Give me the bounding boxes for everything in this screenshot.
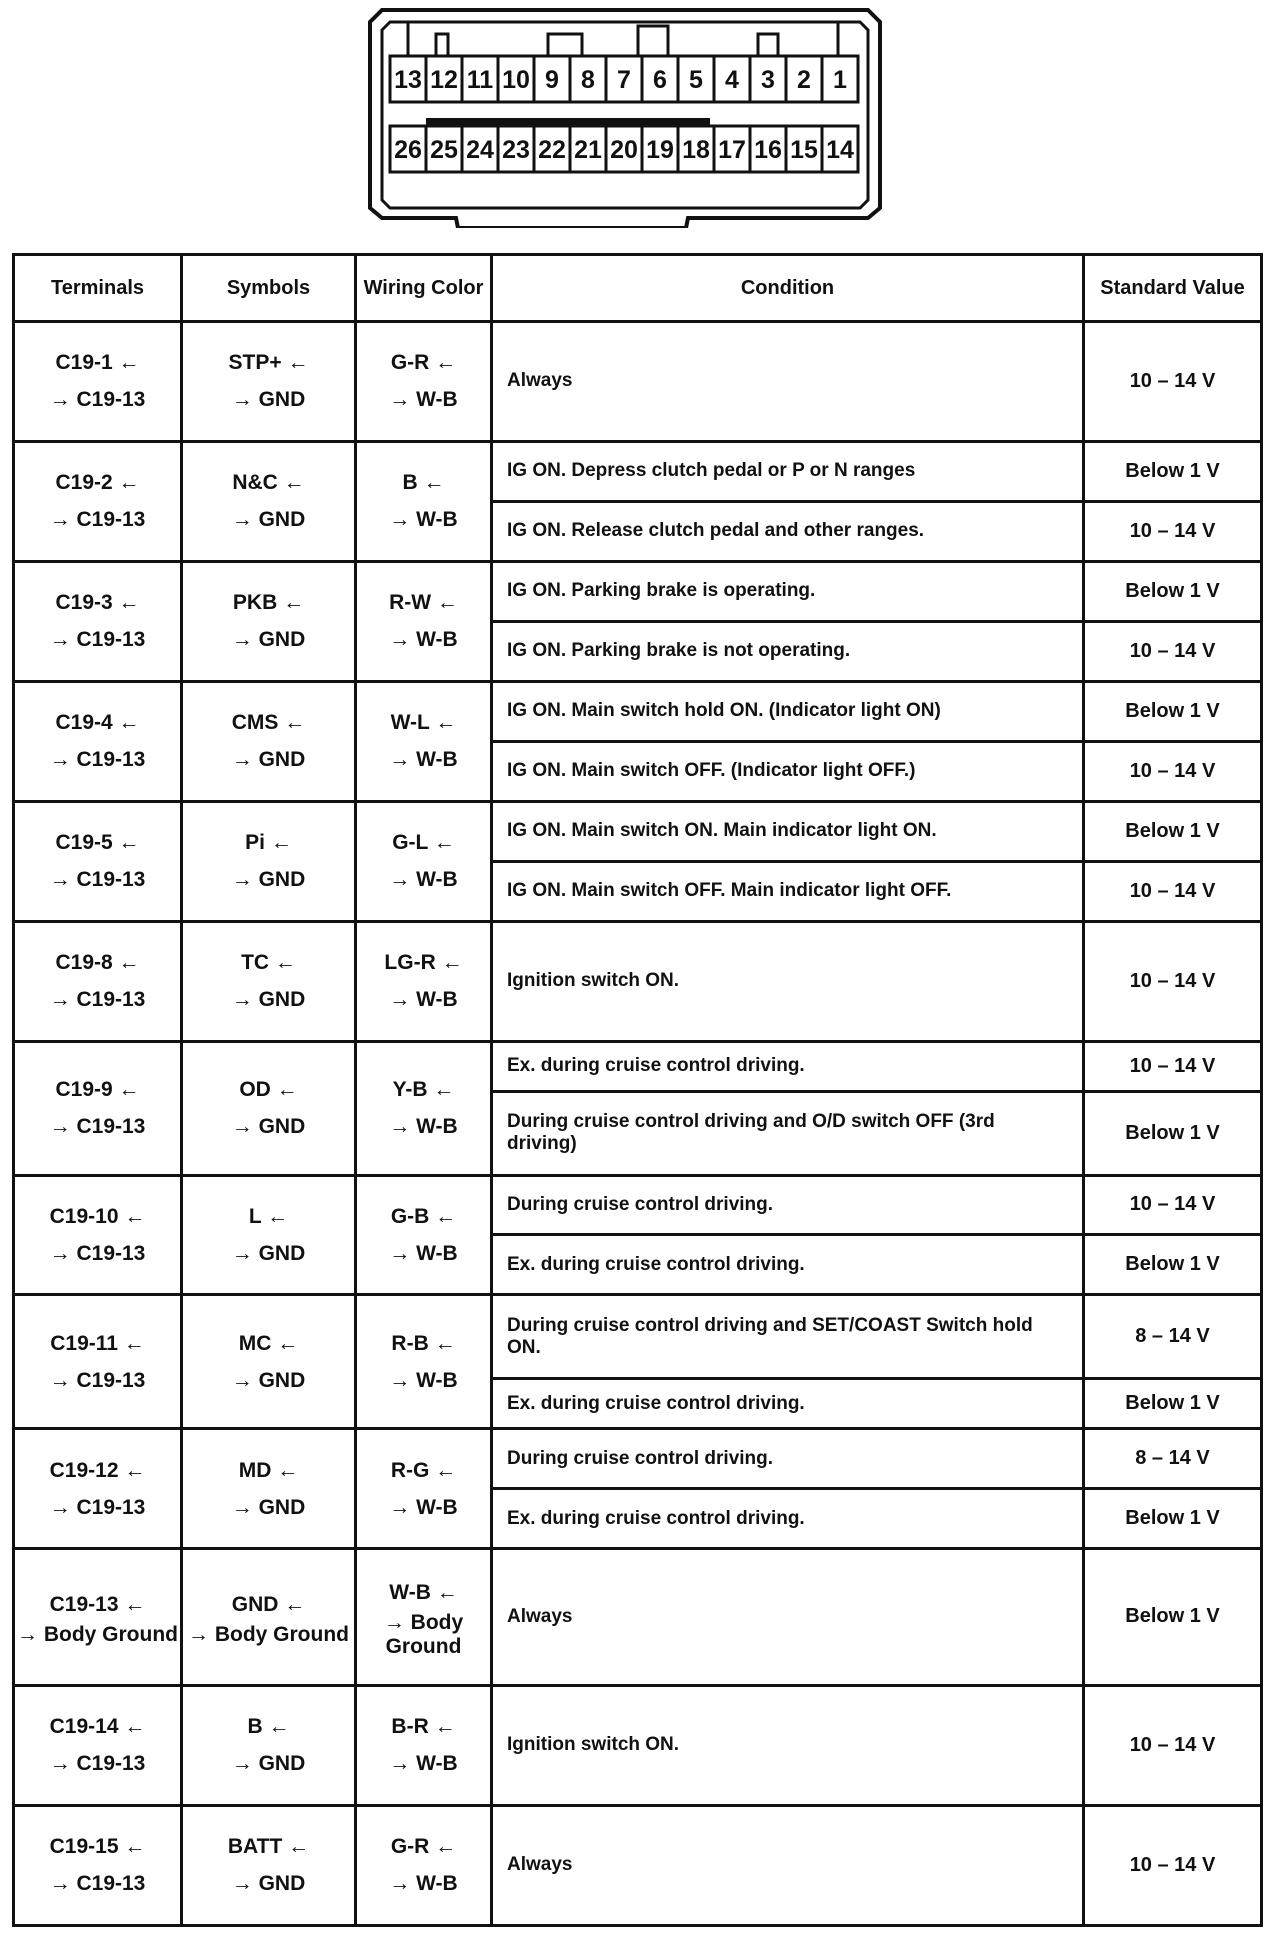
pin-number: 15 — [790, 136, 818, 164]
connector-diagram — [368, 8, 888, 228]
condition-cell: During cruise control driving. — [492, 1175, 1084, 1235]
table-row — [14, 681, 1262, 741]
terminal-from: C19-13 ← — [49, 1593, 146, 1617]
terminal-from: C19-14 ← — [49, 1715, 146, 1739]
pin-number: 6 — [653, 66, 667, 94]
terminal-from: C19-4 ← — [55, 711, 140, 735]
pin-number: 13 — [394, 66, 422, 94]
wire-from: B ← — [402, 471, 445, 495]
wire-from: W-B ← — [389, 1581, 458, 1605]
terminal-to: → C19-13 — [49, 1241, 146, 1265]
symbol-from: Pi ← — [245, 831, 292, 855]
pin-number: 10 — [502, 66, 530, 94]
terminal-spec-table — [12, 253, 1263, 1927]
standard-value-cell: 10 – 14 V — [1084, 1805, 1262, 1925]
symbol-cell — [182, 921, 356, 1041]
header-symbols: Symbols — [182, 255, 356, 322]
wire-cell — [356, 322, 492, 442]
condition-cell: IG ON. Main switch ON. Main indicator light ON. — [492, 801, 1084, 861]
terminal-from: C19-12 ← — [49, 1458, 146, 1482]
standard-value-cell: 10 – 14 V — [1084, 501, 1262, 561]
condition-cell: IG ON. Release clutch pedal and other ranges. — [492, 501, 1084, 561]
condition-cell: Ex. during cruise control driving. — [492, 1379, 1084, 1429]
wire-from: R-G ← — [390, 1458, 457, 1482]
terminal-from: C19-9 ← — [55, 1078, 140, 1102]
wire-cell — [356, 1549, 492, 1686]
table-header-row — [14, 255, 1262, 322]
terminal-cell — [14, 1685, 182, 1805]
table-row — [14, 1041, 1262, 1091]
condition-cell: Ex. during cruise control driving. — [492, 1489, 1084, 1549]
terminal-cell — [14, 1805, 182, 1925]
standard-value-cell: Below 1 V — [1084, 1091, 1262, 1175]
wire-from: W-L ← — [390, 711, 457, 735]
pin-number: 5 — [689, 66, 703, 94]
wire-from: B-R ← — [391, 1715, 456, 1739]
terminal-cell — [14, 1041, 182, 1175]
terminal-to: → C19-13 — [49, 1115, 146, 1139]
symbol-to: → GND — [231, 1115, 306, 1139]
standard-value-cell: Below 1 V — [1084, 441, 1262, 501]
standard-value-cell: Below 1 V — [1084, 801, 1262, 861]
wire-from: G-L ← — [392, 831, 455, 855]
terminal-cell — [14, 681, 182, 801]
wire-from: G-R ← — [390, 351, 457, 375]
table-body — [14, 322, 1262, 1926]
symbol-from: OD ← — [239, 1078, 298, 1102]
symbol-to: → GND — [231, 748, 306, 772]
condition-cell: Always — [492, 1549, 1084, 1686]
table-row — [14, 1549, 1262, 1686]
wire-to: → W-B — [389, 1752, 458, 1776]
pin-number: 21 — [574, 136, 602, 164]
standard-value-cell: 10 – 14 V — [1084, 1175, 1262, 1235]
wire-from: LG-R ← — [384, 951, 463, 975]
terminal-to: → C19-13 — [49, 748, 146, 772]
table-row — [14, 801, 1262, 861]
symbol-cell — [182, 681, 356, 801]
terminal-to: → C19-13 — [49, 388, 146, 412]
symbol-to: → GND — [231, 1872, 306, 1896]
table-row — [14, 441, 1262, 501]
symbol-cell — [182, 1805, 356, 1925]
standard-value-cell: 10 – 14 V — [1084, 921, 1262, 1041]
pin-number: 8 — [581, 66, 595, 94]
symbol-from: PKB ← — [232, 591, 305, 615]
wire-to: → W-B — [389, 1368, 458, 1392]
header-condition: Condition — [492, 255, 1084, 322]
wire-to: → W-B — [389, 1495, 458, 1519]
terminal-cell — [14, 561, 182, 681]
wire-to: → W-B — [389, 748, 458, 772]
pin-number: 9 — [545, 66, 559, 94]
standard-value-cell: 10 – 14 V — [1084, 741, 1262, 801]
terminal-from: C19-10 ← — [49, 1204, 146, 1228]
symbol-cell — [182, 1041, 356, 1175]
symbol-cell — [182, 1429, 356, 1549]
terminal-cell — [14, 441, 182, 561]
table-row — [14, 561, 1262, 621]
pin-number: 3 — [761, 66, 775, 94]
pin-number: 17 — [718, 136, 746, 164]
symbol-cell — [182, 441, 356, 561]
symbol-from: MC ← — [238, 1331, 299, 1355]
condition-cell: Ex. during cruise control driving. — [492, 1235, 1084, 1295]
wire-to: → W-B — [389, 868, 458, 892]
symbol-to: → GND — [231, 1368, 306, 1392]
standard-value-cell: Below 1 V — [1084, 1235, 1262, 1295]
symbol-cell — [182, 1175, 356, 1295]
condition-cell: IG ON. Main switch OFF. (Indicator light OFF.) — [492, 741, 1084, 801]
table-row — [14, 1175, 1262, 1235]
terminal-to: → C19-13 — [49, 1495, 146, 1519]
symbol-to: → GND — [231, 988, 306, 1012]
terminal-to: → C19-13 — [49, 1872, 146, 1896]
terminal-cell — [14, 322, 182, 442]
symbol-from: N&C ← — [232, 471, 305, 495]
wire-cell — [356, 681, 492, 801]
pin-number: 1 — [833, 66, 847, 94]
pin-number: 24 — [466, 136, 494, 164]
terminal-cell — [14, 1295, 182, 1429]
wire-to: → W-B — [389, 1872, 458, 1896]
terminal-cell — [14, 801, 182, 921]
symbol-to: → GND — [231, 628, 306, 652]
condition-cell: IG ON. Main switch OFF. Main indicator light OFF. — [492, 861, 1084, 921]
table-row — [14, 1685, 1262, 1805]
standard-value-cell: 10 – 14 V — [1084, 1041, 1262, 1091]
wire-cell — [356, 441, 492, 561]
wire-cell — [356, 1175, 492, 1295]
symbol-to: → GND — [231, 868, 306, 892]
terminal-to: → C19-13 — [49, 1368, 146, 1392]
terminal-from: C19-8 ← — [55, 951, 140, 975]
terminal-from: C19-3 ← — [55, 591, 140, 615]
symbol-from: CMS ← — [231, 711, 306, 735]
terminal-to: → C19-13 — [49, 988, 146, 1012]
terminal-to: → C19-13 — [49, 628, 146, 652]
header-wiring-color: Wiring Color — [356, 255, 492, 322]
connector-center-rail — [426, 118, 710, 126]
standard-value-cell: Below 1 V — [1084, 1549, 1262, 1686]
wire-from: R-W ← — [389, 591, 458, 615]
standard-value-cell: Below 1 V — [1084, 1489, 1262, 1549]
symbol-to: → GND — [231, 1241, 306, 1265]
symbol-to: → Body Ground — [188, 1623, 349, 1647]
wire-from: Y-B ← — [392, 1078, 455, 1102]
pin-number: 22 — [538, 136, 566, 164]
pin-number: 18 — [682, 136, 710, 164]
standard-value-cell: 10 – 14 V — [1084, 621, 1262, 681]
symbol-cell — [182, 801, 356, 921]
wire-cell — [356, 801, 492, 921]
terminal-to: → Body Ground — [17, 1623, 178, 1647]
terminal-from: C19-2 ← — [55, 471, 140, 495]
symbol-from: L ← — [248, 1204, 289, 1228]
symbol-from: B ← — [247, 1715, 290, 1739]
terminal-from: C19-15 ← — [49, 1835, 146, 1859]
condition-cell: Ignition switch ON. — [492, 921, 1084, 1041]
symbol-to: → GND — [231, 1495, 306, 1519]
wire-cell — [356, 1805, 492, 1925]
symbol-from: GND ← — [231, 1593, 306, 1617]
condition-cell: Always — [492, 322, 1084, 442]
wire-from: G-B ← — [390, 1204, 457, 1228]
pin-number: 7 — [617, 66, 631, 94]
table-row — [14, 322, 1262, 442]
symbol-cell — [182, 322, 356, 442]
wire-to: → Body Ground — [383, 1611, 464, 1659]
standard-value-cell: 8 – 14 V — [1084, 1295, 1262, 1379]
standard-value-cell: Below 1 V — [1084, 681, 1262, 741]
wire-from: R-B ← — [391, 1331, 456, 1355]
symbol-to: → GND — [231, 508, 306, 532]
symbol-from: BATT ← — [227, 1835, 310, 1859]
terminal-cell — [14, 1549, 182, 1686]
terminal-to: → C19-13 — [49, 868, 146, 892]
wire-cell — [356, 921, 492, 1041]
condition-cell: IG ON. Parking brake is not operating. — [492, 621, 1084, 681]
condition-cell: IG ON. Parking brake is operating. — [492, 561, 1084, 621]
standard-value-cell: Below 1 V — [1084, 561, 1262, 621]
symbol-cell — [182, 1549, 356, 1686]
terminal-to: → C19-13 — [49, 508, 146, 532]
pin-number: 25 — [430, 136, 458, 164]
condition-cell: IG ON. Main switch hold ON. (Indicator light ON) — [492, 681, 1084, 741]
standard-value-cell: 8 – 14 V — [1084, 1429, 1262, 1489]
header-terminals: Terminals — [14, 255, 182, 322]
wire-cell — [356, 1041, 492, 1175]
symbol-from: TC ← — [241, 951, 296, 975]
pin-number: 20 — [610, 136, 638, 164]
pin-number: 16 — [754, 136, 782, 164]
terminal-from: C19-11 ← — [50, 1331, 145, 1355]
condition-cell: Always — [492, 1805, 1084, 1925]
symbol-from: STP+ ← — [228, 351, 309, 375]
terminal-cell — [14, 1175, 182, 1295]
symbol-to: → GND — [231, 388, 306, 412]
symbol-from: MD ← — [238, 1458, 299, 1482]
wire-to: → W-B — [389, 988, 458, 1012]
wire-cell — [356, 1685, 492, 1805]
condition-cell: Ex. during cruise control driving. — [492, 1041, 1084, 1091]
wire-to: → W-B — [389, 1115, 458, 1139]
condition-cell: During cruise control driving and SET/COAST Switch hold ON. — [492, 1295, 1084, 1379]
pin-number: 12 — [430, 66, 458, 94]
table-row — [14, 1295, 1262, 1379]
standard-value-cell: 10 – 14 V — [1084, 322, 1262, 442]
terminal-cell — [14, 1429, 182, 1549]
table-row — [14, 1805, 1262, 1925]
symbol-cell — [182, 561, 356, 681]
wire-to: → W-B — [389, 388, 458, 412]
symbol-cell — [182, 1295, 356, 1429]
pin-number: 11 — [466, 66, 494, 94]
terminal-from: C19-1 ← — [55, 351, 140, 375]
pin-number: 23 — [502, 136, 530, 164]
condition-cell: During cruise control driving and O/D switch OFF (3rd driving) — [492, 1091, 1084, 1175]
standard-value-cell: Below 1 V — [1084, 1379, 1262, 1429]
pin-number: 14 — [826, 136, 854, 164]
wire-to: → W-B — [389, 628, 458, 652]
pin-number: 26 — [394, 136, 422, 164]
standard-value-cell: 10 – 14 V — [1084, 861, 1262, 921]
table-row — [14, 1429, 1262, 1489]
condition-cell: During cruise control driving. — [492, 1429, 1084, 1489]
symbol-cell — [182, 1685, 356, 1805]
wire-cell — [356, 561, 492, 681]
condition-cell: IG ON. Depress clutch pedal or P or N ranges — [492, 441, 1084, 501]
wire-cell — [356, 1295, 492, 1429]
terminal-cell — [14, 921, 182, 1041]
pin-number: 4 — [725, 66, 739, 94]
pin-number: 19 — [646, 136, 674, 164]
wire-cell — [356, 1429, 492, 1549]
symbol-to: → GND — [231, 1752, 306, 1776]
condition-cell: Ignition switch ON. — [492, 1685, 1084, 1805]
table-row — [14, 921, 1262, 1041]
header-standard-value: Standard Value — [1084, 255, 1262, 322]
terminal-from: C19-5 ← — [55, 831, 140, 855]
wire-to: → W-B — [389, 508, 458, 532]
pin-number: 2 — [797, 66, 811, 94]
standard-value-cell: 10 – 14 V — [1084, 1685, 1262, 1805]
wire-from: G-R ← — [390, 1835, 457, 1859]
wire-to: → W-B — [389, 1241, 458, 1265]
terminal-to: → C19-13 — [49, 1752, 146, 1776]
